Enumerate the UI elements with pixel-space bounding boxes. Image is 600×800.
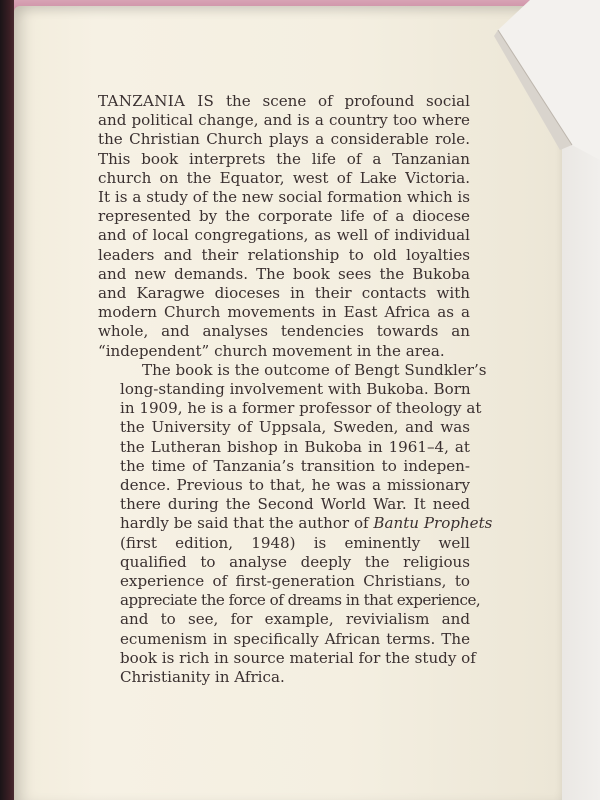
blurb-paragraph-1 [98,92,470,361]
blurb-line: Christianity in Africa. [120,668,285,687]
blurb-line: and political change, and is a country too where [98,111,470,130]
blurb-text [98,92,493,687]
blurb-line: in 1909, he is a former professor of theology at [120,399,482,418]
book-title-bantu-prophets: Bantu Prophets [373,514,493,533]
blurb-line: dence. Previous to that, he was a missionary [120,476,470,495]
blurb-line: leaders and their relationship to old loyalties [98,245,470,264]
blurb-line: hardly be said that the author of [120,514,374,533]
blurb-paragraph-2 [98,360,493,687]
blurb-line: and new demands. The book sees the Bukoba [98,264,470,283]
blurb-line: This book interprets the life of a Tanzanian [98,149,470,168]
blurb-line: It is a study of the new social formation which is [98,188,470,207]
page-corner-fold [490,0,600,160]
blurb-line: there during the Second World War. It need [120,495,470,514]
blurb-line: qualified to analyse deeply the religious [120,552,470,571]
blurb-line: modern Church movements in East Africa as a [98,303,470,322]
blurb-line: “independent” church movement in the area. [98,341,445,360]
blurb-line: long-standing involvement with Bukoba. Born [120,380,471,399]
blurb-line: church on the Equator, west of Lake Victoria. [98,168,470,187]
blurb-line: (first edition, 1948) is eminently well [120,533,470,552]
blurb-line: the time of Tanzania’s transition to indepen- [120,456,470,475]
blurb-lead-words: TANZANIA IS [98,92,215,110]
blurb-line: whole, and analyses tendencies towards an [98,322,470,341]
blurb-line: the scene of profound social [214,92,470,110]
blurb-line: the University of Uppsala, Sweden, and was [120,418,470,437]
blurb-line: ecumenism in specifically African terms. The [120,629,470,648]
blurb-line: book is rich in source material for the study of [120,648,476,667]
blurb-line: and to see, for example, revivialism and [120,610,470,629]
background-surface-left [0,0,14,800]
blurb-line: and Karagwe dioceses in their contacts with [98,284,470,303]
blurb-line: the Lutheran bishop in Bukoba in 1961–4, at [120,437,470,456]
blurb-line: appreciate the force of dreams in that experience, [120,591,481,610]
blurb-line: The book is the outcome of Bengt Sundkler’s [142,360,487,379]
blurb-line: represented by the corporate life of a diocese [98,207,470,226]
blurb-line: the Christian Church plays a considerable role. [98,130,470,149]
blurb-line: and of local congregations, as well of individual [98,226,470,245]
blurb-line: experience of first-generation Christians, to [120,572,470,591]
